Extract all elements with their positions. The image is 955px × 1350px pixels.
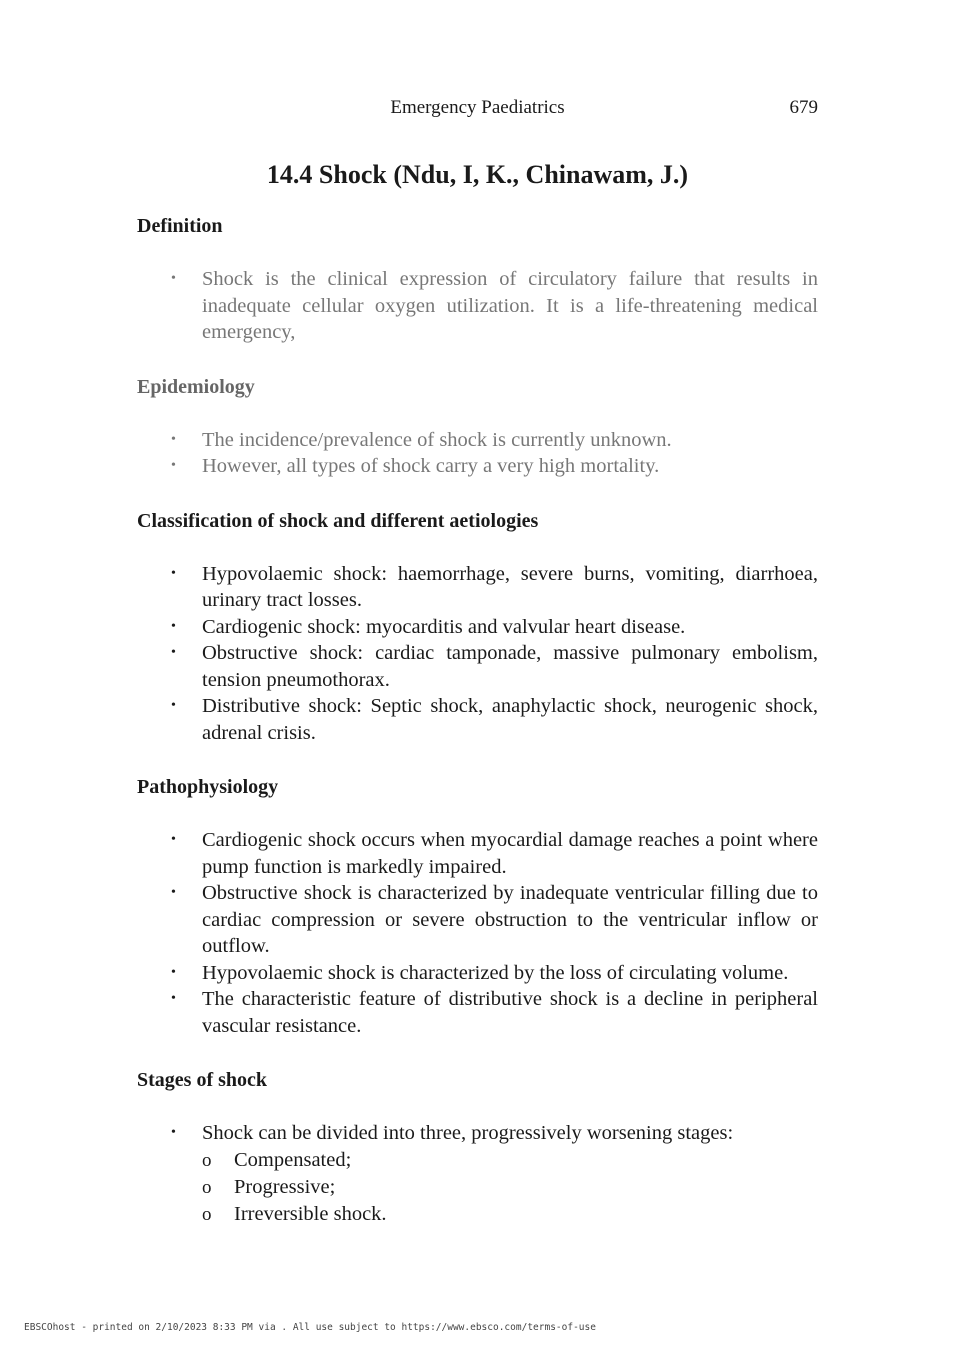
circle-bullet-icon: o	[202, 1149, 212, 1171]
pathophysiology-list	[137, 827, 818, 1039]
list-item: • The incidence/prevalence of shock is currently unknown.	[202, 427, 818, 454]
sub-list-item: o Irreversible shock.	[202, 1201, 818, 1228]
running-header	[0, 97, 955, 121]
section-heading-definition: Definition	[137, 215, 223, 237]
bullet-icon: •	[171, 271, 176, 286]
list-item: • Hypovolaemic shock: haemorrhage, severe burns, vomiting, diarrhoea, urinary tract losses.	[171, 562, 818, 611]
bullet-icon: •	[171, 885, 176, 900]
bullet-icon: •	[171, 431, 176, 447]
definition-list	[137, 266, 818, 346]
sub-list-item: o Compensated;	[202, 1147, 818, 1174]
circle-bullet-icon: o	[202, 1203, 212, 1225]
section-heading-pathophysiology: Pathophysiology	[137, 776, 279, 798]
list-item: • Cardiogenic shock: myocarditis and valvular heart disease.	[202, 614, 818, 641]
section-heading-epidemiology: Epidemiology	[137, 375, 255, 398]
bullet-icon: •	[171, 964, 176, 980]
list-item: • Shock can be divided into three, progressively worsening stages: o Compensated; o Progressive; o Irreversible shock.	[202, 1120, 818, 1228]
list-item: • However, all types of shock carry a very high mortality.	[202, 453, 818, 480]
bullet-icon: •	[171, 991, 176, 1006]
list-item: • The characteristic feature of distributive shock is a decline in peripheral vascular resistance.	[171, 988, 818, 1037]
page-number: 679	[789, 97, 818, 118]
classification-list	[137, 561, 818, 747]
circle-bullet-icon: o	[202, 1176, 212, 1198]
chapter-title: 14.4 Shock (Ndu, I, K., Chinawam, J.)	[266, 160, 689, 189]
list-item: • Obstructive shock: cardiac tamponade, massive pulmonary embolism, tension pneumothorax.	[171, 642, 818, 691]
epidemiology-list	[137, 427, 818, 480]
bullet-icon: •	[171, 698, 176, 713]
bullet-icon: •	[171, 618, 176, 634]
bullet-icon: •	[171, 565, 176, 581]
stages-list	[137, 1120, 818, 1228]
list-item: • Hypovolaemic shock is characterized by the loss of circulating volume.	[202, 960, 818, 987]
list-item: • Distributive shock: Septic shock, anaphylactic shock, neurogenic shock, adrenal crisis.	[171, 695, 818, 744]
list-item: • Cardiogenic shock occurs when myocardial damage reaches a point where pump function is markedly impaired.	[171, 829, 818, 878]
page-body	[137, 212, 818, 1255]
stages-sublist	[202, 1147, 818, 1228]
print-footer: EBSCOhost - printed on 2/10/2023 8:33 PM via . All use subject to https://www.ebsco.com/terms-of-use	[24, 1322, 596, 1333]
running-title: Emergency Paediatrics	[390, 97, 565, 118]
bullet-icon: •	[171, 645, 176, 660]
bullet-icon: •	[171, 1125, 176, 1140]
list-item: • Shock is the clinical expression of circulatory failure that results in inadequate cellular oxygen utilization. It is a life-threatening medical emergency,	[171, 268, 818, 343]
bullet-icon: •	[171, 832, 176, 847]
sub-list-item: o Progressive;	[202, 1174, 818, 1201]
section-heading-stages: Stages of shock	[137, 1069, 268, 1091]
section-heading-classification: Classification of shock and different aetiologies	[137, 509, 539, 532]
bullet-icon: •	[171, 458, 176, 473]
list-item: • Obstructive shock is characterized by inadequate ventricular filling due to cardiac compression or severe obstruction to the ventricular inflow or outflow.	[171, 882, 818, 957]
